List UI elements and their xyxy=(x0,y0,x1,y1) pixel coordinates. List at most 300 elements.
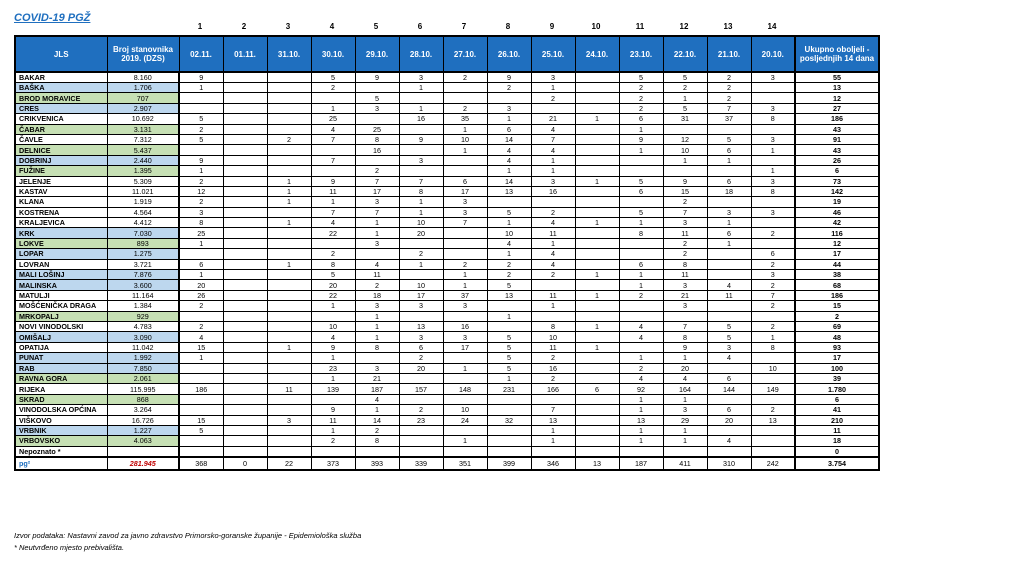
daily-cases: 1 xyxy=(443,145,487,155)
population-value: 893 xyxy=(107,238,179,248)
daily-cases: 3 xyxy=(751,134,795,144)
table-row xyxy=(15,207,879,217)
daily-cases: 3 xyxy=(443,332,487,342)
daily-cases: 8 xyxy=(355,436,399,446)
daily-cases: 7 xyxy=(311,155,355,165)
daily-cases xyxy=(707,394,751,404)
table-row xyxy=(15,228,879,238)
daily-cases: 4 xyxy=(707,353,751,363)
total-cases: 186 xyxy=(795,114,879,124)
daily-cases: 13 xyxy=(751,415,795,425)
total-cases: 12 xyxy=(795,93,879,103)
daily-cases xyxy=(223,425,267,435)
table-row xyxy=(15,384,879,394)
daily-cases: 1 xyxy=(575,176,619,186)
daily-cases: 6 xyxy=(707,176,751,186)
municipality-name: LOKVE xyxy=(15,238,107,248)
population-value: 5.309 xyxy=(107,176,179,186)
daily-cases: 1 xyxy=(531,83,575,93)
daily-cases: 10 xyxy=(443,134,487,144)
daily-cases: 6 xyxy=(179,259,223,269)
daily-cases xyxy=(223,405,267,415)
daily-cases: 7 xyxy=(531,405,575,415)
municipality-name: ČABAR xyxy=(15,124,107,134)
daily-cases: 1 xyxy=(619,394,663,404)
daily-cases: 1 xyxy=(399,259,443,269)
daily-cases: 1 xyxy=(663,93,707,103)
population-value: 1.919 xyxy=(107,197,179,207)
daily-cases: 10 xyxy=(399,280,443,290)
daily-cases xyxy=(707,446,751,457)
daily-cases: 1 xyxy=(663,155,707,165)
daily-cases xyxy=(663,124,707,134)
daily-cases xyxy=(531,394,575,404)
daily-cases: 3 xyxy=(663,301,707,311)
daily-cases xyxy=(223,176,267,186)
daily-cases xyxy=(487,321,531,331)
daily-cases xyxy=(223,166,267,176)
daily-total: 242 xyxy=(751,457,795,470)
daily-cases: 13 xyxy=(487,186,531,196)
daily-cases xyxy=(267,114,311,124)
population-value: 11.021 xyxy=(107,186,179,196)
header-date: 25.10. xyxy=(531,36,575,72)
daily-cases: 1 xyxy=(663,425,707,435)
column-number: 7 xyxy=(461,22,467,31)
daily-cases xyxy=(267,93,311,103)
daily-cases: 7 xyxy=(443,218,487,228)
daily-cases: 9 xyxy=(663,342,707,352)
daily-cases: 20 xyxy=(311,280,355,290)
daily-cases: 9 xyxy=(179,72,223,83)
daily-cases: 1 xyxy=(355,332,399,342)
daily-cases: 3 xyxy=(355,197,399,207)
daily-cases xyxy=(575,207,619,217)
daily-cases: 1 xyxy=(355,321,399,331)
daily-cases xyxy=(223,124,267,134)
daily-cases: 8 xyxy=(751,342,795,352)
daily-cases: 2 xyxy=(619,290,663,300)
municipality-name: Nepoznato * xyxy=(15,446,107,457)
daily-cases xyxy=(399,145,443,155)
daily-cases xyxy=(619,446,663,457)
daily-cases: 17 xyxy=(443,342,487,352)
daily-cases xyxy=(179,103,223,113)
daily-total: 393 xyxy=(355,457,399,470)
daily-cases xyxy=(267,363,311,373)
daily-cases: 3 xyxy=(751,176,795,186)
daily-cases xyxy=(619,166,663,176)
population-value: 7.876 xyxy=(107,270,179,280)
daily-cases: 2 xyxy=(443,72,487,83)
daily-cases xyxy=(399,124,443,134)
daily-cases: 21 xyxy=(531,114,575,124)
table-row xyxy=(15,249,879,259)
total-cases: 116 xyxy=(795,228,879,238)
daily-cases xyxy=(751,425,795,435)
daily-cases: 15 xyxy=(179,415,223,425)
daily-cases: 5 xyxy=(663,103,707,113)
daily-cases xyxy=(267,155,311,165)
daily-cases xyxy=(575,332,619,342)
daily-cases: 3 xyxy=(355,238,399,248)
daily-cases xyxy=(487,405,531,415)
daily-cases: 4 xyxy=(179,332,223,342)
daily-cases xyxy=(707,425,751,435)
daily-cases xyxy=(267,373,311,383)
municipality-name: OPATIJA xyxy=(15,342,107,352)
daily-cases: 7 xyxy=(663,321,707,331)
daily-cases: 2 xyxy=(443,259,487,269)
daily-cases xyxy=(443,425,487,435)
daily-cases: 13 xyxy=(399,321,443,331)
daily-cases xyxy=(575,425,619,435)
daily-cases: 1 xyxy=(311,301,355,311)
header-date: 24.10. xyxy=(575,36,619,72)
population-value: 2.061 xyxy=(107,373,179,383)
daily-cases: 6 xyxy=(707,228,751,238)
daily-cases: 21 xyxy=(663,290,707,300)
daily-cases: 15 xyxy=(663,186,707,196)
table-row xyxy=(15,311,879,321)
daily-cases: 2 xyxy=(531,93,575,103)
municipality-name: KRK xyxy=(15,228,107,238)
total-cases: 39 xyxy=(795,373,879,383)
daily-cases: 1 xyxy=(619,405,663,415)
daily-cases xyxy=(663,446,707,457)
header-jls: JLS xyxy=(15,36,107,72)
daily-cases: 8 xyxy=(355,342,399,352)
table-row xyxy=(15,425,879,435)
daily-cases xyxy=(619,238,663,248)
daily-cases xyxy=(223,373,267,383)
daily-cases: 4 xyxy=(531,145,575,155)
daily-cases: 5 xyxy=(355,93,399,103)
daily-cases xyxy=(443,93,487,103)
daily-cases: 2 xyxy=(751,321,795,331)
daily-cases: 11 xyxy=(531,290,575,300)
daily-cases: 1 xyxy=(487,249,531,259)
daily-cases xyxy=(267,425,311,435)
daily-cases: 37 xyxy=(443,290,487,300)
municipality-name: KOSTRENA xyxy=(15,207,107,217)
daily-cases: 1 xyxy=(179,238,223,248)
daily-cases xyxy=(223,228,267,238)
daily-cases xyxy=(575,197,619,207)
daily-cases xyxy=(355,155,399,165)
daily-cases: 5 xyxy=(179,425,223,435)
population-value: 4.783 xyxy=(107,321,179,331)
daily-cases xyxy=(707,301,751,311)
daily-cases: 1 xyxy=(707,218,751,228)
daily-cases xyxy=(223,363,267,373)
daily-cases: 3 xyxy=(399,301,443,311)
daily-cases: 7 xyxy=(311,134,355,144)
daily-cases: 11 xyxy=(663,228,707,238)
daily-cases: 2 xyxy=(311,249,355,259)
population-value: 2.907 xyxy=(107,103,179,113)
daily-cases xyxy=(575,446,619,457)
daily-cases: 1 xyxy=(619,353,663,363)
daily-cases: 4 xyxy=(355,394,399,404)
daily-cases: 1 xyxy=(355,228,399,238)
daily-cases xyxy=(575,259,619,269)
daily-cases xyxy=(751,197,795,207)
total-cases: 15 xyxy=(795,301,879,311)
daily-cases: 10 xyxy=(311,321,355,331)
population-value xyxy=(107,446,179,457)
daily-cases xyxy=(575,103,619,113)
daily-cases xyxy=(575,394,619,404)
daily-cases xyxy=(311,238,355,248)
daily-cases: 14 xyxy=(487,134,531,144)
daily-cases: 1 xyxy=(443,124,487,134)
daily-cases xyxy=(751,124,795,134)
daily-cases: 1 xyxy=(619,425,663,435)
daily-cases: 5 xyxy=(663,72,707,83)
daily-cases xyxy=(223,134,267,144)
daily-cases: 3 xyxy=(179,207,223,217)
daily-cases: 8 xyxy=(531,321,575,331)
daily-cases: 1 xyxy=(311,103,355,113)
table-row xyxy=(15,114,879,124)
daily-cases: 23 xyxy=(311,363,355,373)
daily-cases: 7 xyxy=(663,207,707,217)
total-cases: 6 xyxy=(795,394,879,404)
daily-cases xyxy=(267,270,311,280)
column-number: 10 xyxy=(591,22,601,31)
daily-cases xyxy=(223,114,267,124)
daily-cases: 7 xyxy=(751,290,795,300)
daily-cases: 10 xyxy=(487,228,531,238)
daily-cases xyxy=(179,311,223,321)
table-row xyxy=(15,394,879,404)
daily-cases xyxy=(751,446,795,457)
total-cases: 2 xyxy=(795,311,879,321)
daily-cases: 20 xyxy=(707,415,751,425)
daily-cases: 5 xyxy=(179,114,223,124)
daily-cases xyxy=(223,353,267,363)
daily-cases: 24 xyxy=(443,415,487,425)
daily-cases: 17 xyxy=(355,186,399,196)
daily-cases: 4 xyxy=(531,218,575,228)
daily-cases: 6 xyxy=(487,124,531,134)
daily-cases xyxy=(223,280,267,290)
daily-cases xyxy=(223,259,267,269)
daily-cases: 2 xyxy=(619,363,663,373)
daily-cases xyxy=(707,259,751,269)
total-cases: 12 xyxy=(795,238,879,248)
daily-cases: 1 xyxy=(179,166,223,176)
daily-cases: 1 xyxy=(399,83,443,93)
daily-cases: 2 xyxy=(751,280,795,290)
pgz-logo: pg² xyxy=(15,457,107,470)
daily-cases: 1 xyxy=(179,83,223,93)
daily-cases: 2 xyxy=(663,249,707,259)
daily-cases: 1 xyxy=(575,114,619,124)
municipality-name: VRBNIK xyxy=(15,425,107,435)
population-value: 7.850 xyxy=(107,363,179,373)
daily-cases xyxy=(311,166,355,176)
daily-cases xyxy=(311,311,355,321)
daily-cases: 8 xyxy=(751,186,795,196)
daily-cases: 17 xyxy=(399,290,443,300)
municipality-name: PUNAT xyxy=(15,353,107,363)
source-note: Izvor podataka: Nastavni zavod za javno zdravstvo Primorsko-goranske županije - Epidemiološka služba xyxy=(14,531,362,540)
table-row xyxy=(15,259,879,269)
daily-cases: 13 xyxy=(531,415,575,425)
daily-cases xyxy=(487,446,531,457)
total-cases: 6 xyxy=(795,166,879,176)
daily-cases xyxy=(575,301,619,311)
daily-cases: 16 xyxy=(355,145,399,155)
table-row xyxy=(15,166,879,176)
daily-cases: 1 xyxy=(267,186,311,196)
daily-cases xyxy=(223,83,267,93)
daily-cases: 4 xyxy=(487,238,531,248)
daily-cases: 16 xyxy=(531,186,575,196)
daily-cases xyxy=(355,83,399,93)
population-value: 3.264 xyxy=(107,405,179,415)
daily-cases: 2 xyxy=(531,270,575,280)
daily-cases xyxy=(267,228,311,238)
daily-cases: 1 xyxy=(531,301,575,311)
municipality-name: OMIŠALJ xyxy=(15,332,107,342)
daily-cases: 3 xyxy=(355,301,399,311)
daily-cases xyxy=(267,332,311,342)
daily-cases: 148 xyxy=(443,384,487,394)
daily-cases xyxy=(267,301,311,311)
total-cases: 55 xyxy=(795,72,879,83)
header-date: 26.10. xyxy=(487,36,531,72)
daily-cases xyxy=(443,249,487,259)
daily-cases xyxy=(223,186,267,196)
daily-total: 0 xyxy=(223,457,267,470)
daily-cases: 20 xyxy=(399,228,443,238)
municipality-name: BAKAR xyxy=(15,72,107,83)
daily-cases xyxy=(223,155,267,165)
daily-cases: 1 xyxy=(619,280,663,290)
daily-cases: 6 xyxy=(707,145,751,155)
municipality-name: KRALJEVICA xyxy=(15,218,107,228)
daily-cases xyxy=(531,280,575,290)
daily-cases: 29 xyxy=(663,415,707,425)
header-date: 31.10. xyxy=(267,36,311,72)
daily-cases: 8 xyxy=(663,332,707,342)
daily-cases: 2 xyxy=(663,238,707,248)
daily-cases xyxy=(223,238,267,248)
population-value: 7.312 xyxy=(107,134,179,144)
column-number: 14 xyxy=(767,22,777,31)
daily-cases: 14 xyxy=(487,176,531,186)
total-cases: 69 xyxy=(795,321,879,331)
daily-cases: 11 xyxy=(531,342,575,352)
daily-cases: 7 xyxy=(311,207,355,217)
daily-cases xyxy=(223,103,267,113)
daily-cases: 1 xyxy=(355,311,399,321)
daily-cases: 149 xyxy=(751,384,795,394)
daily-cases: 2 xyxy=(663,197,707,207)
daily-cases: 3 xyxy=(443,301,487,311)
table-header-row xyxy=(15,36,879,72)
daily-cases: 2 xyxy=(707,93,751,103)
daily-cases: 1 xyxy=(311,425,355,435)
daily-cases xyxy=(223,446,267,457)
population-value: 4.063 xyxy=(107,436,179,446)
daily-cases: 3 xyxy=(707,342,751,352)
total-cases: 43 xyxy=(795,145,879,155)
total-cases: 0 xyxy=(795,446,879,457)
daily-cases xyxy=(311,145,355,155)
table-row xyxy=(15,103,879,113)
daily-cases: 4 xyxy=(531,259,575,269)
population-value: 5.437 xyxy=(107,145,179,155)
daily-cases xyxy=(619,301,663,311)
daily-cases: 13 xyxy=(619,415,663,425)
daily-cases: 3 xyxy=(751,270,795,280)
daily-cases: 21 xyxy=(355,373,399,383)
daily-cases xyxy=(619,197,663,207)
daily-cases xyxy=(707,197,751,207)
daily-total: 368 xyxy=(179,457,223,470)
daily-cases: 17 xyxy=(443,186,487,196)
daily-total: 411 xyxy=(663,457,707,470)
daily-cases xyxy=(223,72,267,83)
population-value: 1.395 xyxy=(107,166,179,176)
daily-cases: 1 xyxy=(575,218,619,228)
daily-cases xyxy=(575,373,619,383)
daily-cases: 3 xyxy=(663,405,707,415)
table-row xyxy=(15,218,879,228)
daily-cases xyxy=(487,394,531,404)
daily-cases: 1 xyxy=(311,373,355,383)
total-cases: 210 xyxy=(795,415,879,425)
table-row xyxy=(15,301,879,311)
daily-cases xyxy=(575,93,619,103)
daily-cases xyxy=(223,218,267,228)
daily-total: 310 xyxy=(707,457,751,470)
municipality-name: CRES xyxy=(15,103,107,113)
daily-cases: 1 xyxy=(531,436,575,446)
daily-cases: 11 xyxy=(663,270,707,280)
daily-cases: 2 xyxy=(751,301,795,311)
daily-cases: 10 xyxy=(443,405,487,415)
daily-cases: 13 xyxy=(487,290,531,300)
daily-cases xyxy=(443,311,487,321)
daily-cases xyxy=(575,415,619,425)
daily-cases: 1 xyxy=(267,176,311,186)
daily-cases: 5 xyxy=(487,342,531,352)
header-date: 23.10. xyxy=(619,36,663,72)
daily-cases xyxy=(443,155,487,165)
daily-cases xyxy=(443,373,487,383)
daily-total: 13 xyxy=(575,457,619,470)
daily-cases: 9 xyxy=(487,72,531,83)
daily-cases xyxy=(575,134,619,144)
daily-cases xyxy=(487,301,531,311)
daily-cases xyxy=(267,280,311,290)
daily-cases: 2 xyxy=(179,124,223,134)
daily-cases xyxy=(751,83,795,93)
daily-cases: 9 xyxy=(619,134,663,144)
municipality-name: MRKOPALJ xyxy=(15,311,107,321)
daily-cases xyxy=(223,290,267,300)
daily-cases xyxy=(179,145,223,155)
daily-cases: 2 xyxy=(751,405,795,415)
table-row xyxy=(15,290,879,300)
daily-cases: 186 xyxy=(179,384,223,394)
header-date: 22.10. xyxy=(663,36,707,72)
